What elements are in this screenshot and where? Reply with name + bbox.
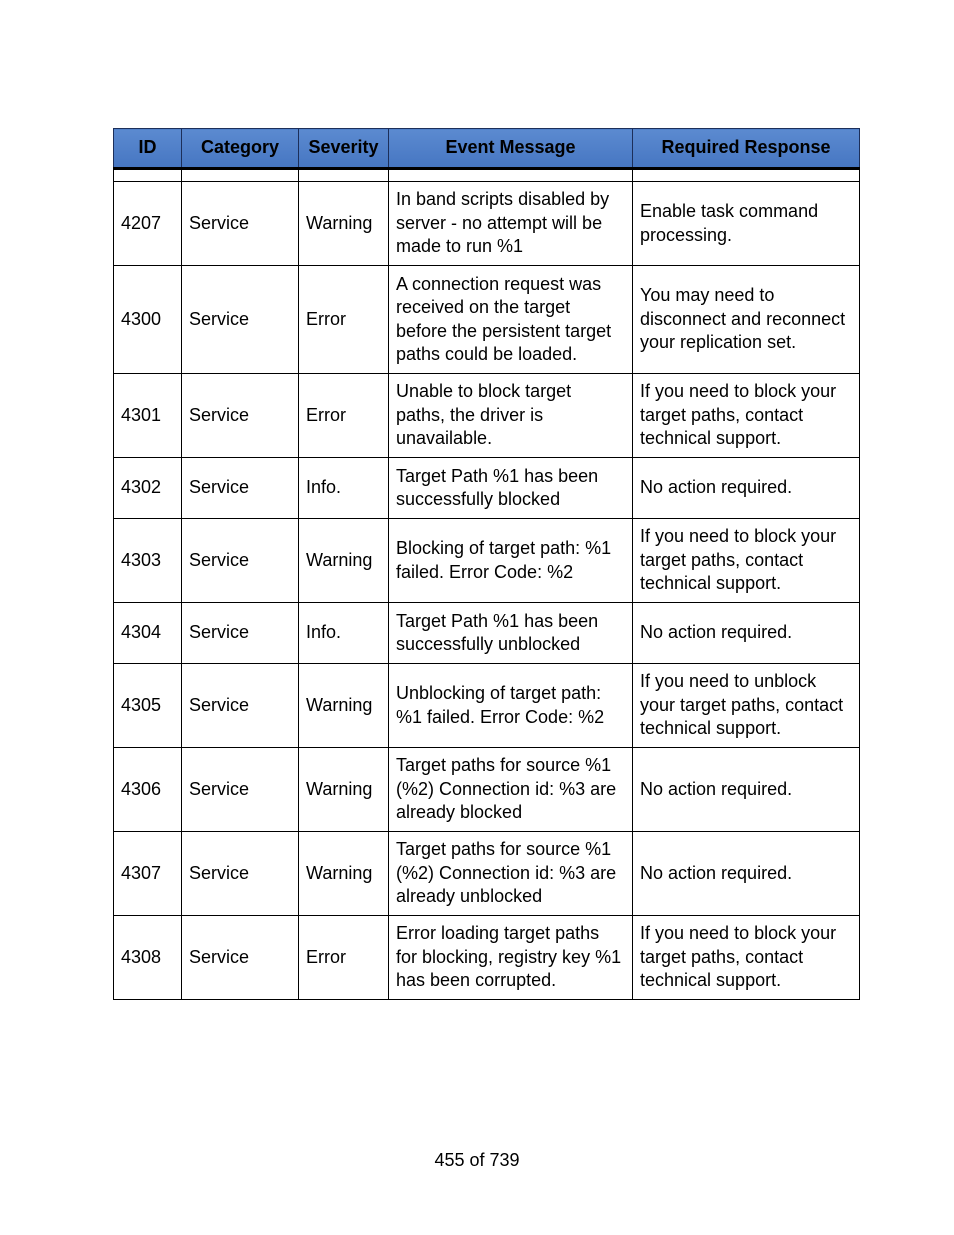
table-row xyxy=(114,916,860,1000)
cell-required-response: No action required. xyxy=(633,832,860,916)
table-row xyxy=(114,374,860,458)
table-body xyxy=(114,169,860,1000)
cell-severity: Info. xyxy=(299,603,389,664)
table-row xyxy=(114,664,860,748)
cell-severity: Warning xyxy=(299,748,389,832)
table-row xyxy=(114,266,860,374)
header-event-message: Event Message xyxy=(389,129,633,169)
cell-event-message: Unblocking of target path: %1 failed. Error Code: %2 xyxy=(389,664,633,748)
header-category: Category xyxy=(182,129,299,169)
cell-event-message: Target paths for source %1 (%2) Connection id: %3 are already unblocked xyxy=(389,832,633,916)
cell-id: 4308 xyxy=(114,916,182,1000)
table-header xyxy=(114,129,860,169)
table-row xyxy=(114,603,860,664)
cell-severity: Error xyxy=(299,374,389,458)
cell-category: Service xyxy=(182,182,299,266)
cell-required-response: No action required. xyxy=(633,603,860,664)
cell-category: Service xyxy=(182,748,299,832)
cell-category: Service xyxy=(182,266,299,374)
cell-required-response: You may need to disconnect and reconnect your replication set. xyxy=(633,266,860,374)
table-row xyxy=(114,519,860,603)
cell-id: 4305 xyxy=(114,664,182,748)
cell-severity: Info. xyxy=(299,458,389,519)
cell-event-message: Blocking of target path: %1 failed. Error Code: %2 xyxy=(389,519,633,603)
cell-event-message: Error loading target paths for blocking, registry key %1 has been corrupted. xyxy=(389,916,633,1000)
cell-id: 4304 xyxy=(114,603,182,664)
cell-id: 4207 xyxy=(114,182,182,266)
cell-required-response: If you need to block your target paths, contact technical support. xyxy=(633,374,860,458)
cell-id: 4301 xyxy=(114,374,182,458)
cell-severity: Warning xyxy=(299,832,389,916)
spacer-row xyxy=(114,169,860,182)
cell-required-response: If you need to block your target paths, contact technical support. xyxy=(633,916,860,1000)
spacer-cell xyxy=(182,169,299,182)
cell-category: Service xyxy=(182,603,299,664)
table-row xyxy=(114,182,860,266)
cell-severity: Warning xyxy=(299,519,389,603)
cell-category: Service xyxy=(182,519,299,603)
spacer-cell xyxy=(633,169,860,182)
table-row xyxy=(114,458,860,519)
spacer-cell xyxy=(299,169,389,182)
cell-required-response: No action required. xyxy=(633,748,860,832)
cell-category: Service xyxy=(182,832,299,916)
cell-severity: Error xyxy=(299,916,389,1000)
page-number: 455 of 739 xyxy=(434,1150,520,1170)
cell-event-message: Target Path %1 has been successfully unblocked xyxy=(389,603,633,664)
header-required-response: Required Response xyxy=(633,129,860,169)
cell-category: Service xyxy=(182,458,299,519)
cell-required-response: If you need to unblock your target paths, contact technical support. xyxy=(633,664,860,748)
header-id: ID xyxy=(114,129,182,169)
header-severity: Severity xyxy=(299,129,389,169)
cell-id: 4306 xyxy=(114,748,182,832)
cell-severity: Error xyxy=(299,266,389,374)
cell-event-message: Target Path %1 has been successfully blocked xyxy=(389,458,633,519)
spacer-cell xyxy=(389,169,633,182)
table-row xyxy=(114,832,860,916)
header-row xyxy=(114,129,860,169)
cell-event-message: Target paths for source %1 (%2) Connection id: %3 are already blocked xyxy=(389,748,633,832)
cell-id: 4300 xyxy=(114,266,182,374)
table-row xyxy=(114,748,860,832)
spacer-cell xyxy=(114,169,182,182)
cell-event-message: Unable to block target paths, the driver is unavailable. xyxy=(389,374,633,458)
cell-required-response: Enable task command processing. xyxy=(633,182,860,266)
cell-event-message: A connection request was received on the target before the persistent target paths could be loaded. xyxy=(389,266,633,374)
cell-event-message: In band scripts disabled by server - no attempt will be made to run %1 xyxy=(389,182,633,266)
cell-id: 4307 xyxy=(114,832,182,916)
cell-category: Service xyxy=(182,664,299,748)
event-table xyxy=(113,128,860,1000)
cell-severity: Warning xyxy=(299,182,389,266)
cell-required-response: No action required. xyxy=(633,458,860,519)
cell-category: Service xyxy=(182,374,299,458)
cell-severity: Warning xyxy=(299,664,389,748)
cell-required-response: If you need to block your target paths, contact technical support. xyxy=(633,519,860,603)
cell-id: 4302 xyxy=(114,458,182,519)
cell-category: Service xyxy=(182,916,299,1000)
cell-id: 4303 xyxy=(114,519,182,603)
